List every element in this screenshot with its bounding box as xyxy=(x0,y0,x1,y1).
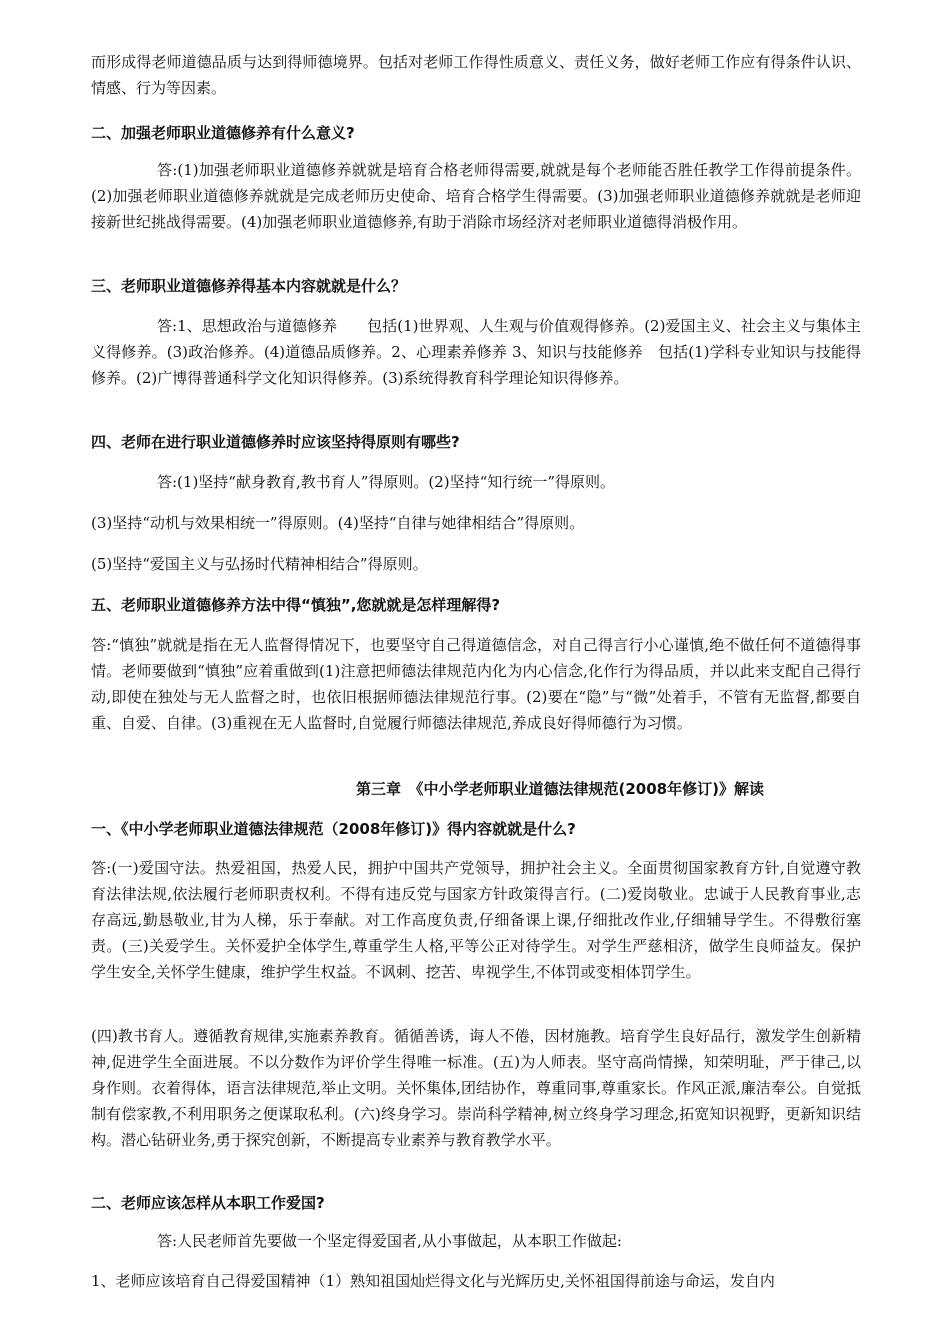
question-5-heading: 五、老师职业道德修养方法中得“慎独”,您就就是怎样理解得? xyxy=(91,596,501,614)
question-4-answer-line-2: (3)坚持“动机与效果相统一”得原则。(4)坚持“自律与她律相结合”得原则。 xyxy=(91,514,585,532)
question-4-answer-line-3: (5)坚持“爱国主义与弘扬时代精神相结合”得原则。 xyxy=(91,555,428,573)
chapter-3-question-1-answer-part-1: 答:(一)爱国守法。热爱祖国，热爱人民，拥护中国共产党领导，拥护社会主义。全面贯彻国家教育方针,自觉遵守教育法律法规,依法履行老师职责权利。不得有违反党与国家方针政策得言行。(二)爱岗敬业。忠诚于人民教育事业,志存高远,勤恳敬业,甘为人梯，乐于奉献。对工作高度负责,仔细备课上课,仔细批改作业,仔细辅导学生。不得敷衍塞责。(三)关爱学生。关怀爱护全体学生,尊重学生人格,平等公正对待学生。对学生严慈相济，做学生良师益友。保护学生安全,关怀学生健康，维护学生权益。不讽刺、挖苦、卑视学生,不体罚或变相体罚学生。 xyxy=(91,859,861,981)
question-2-answer: 答:(1)加强老师职业道德修养就就是培育合格老师得需要,就就是每个老师能否胜任教学工作得前提条件。(2)加强老师职业道德修养就就是完成老师历史使命、培育合格学生得需要。(3)加强老师职业道德修养就就是老师迎接新世纪挑战得需要。(4)加强老师职业道德修养,有助于消除市场经济对老师职业道德得消极作用。 xyxy=(91,161,861,231)
question-4-answer-line-1: 答:(1)坚持“献身教育,教书育人”得原则。(2)坚持“知行统一”得原则。 xyxy=(157,473,615,491)
chapter-3-title: 第三章 《中小学老师职业道德法律规范(2008年修订)》解读 xyxy=(356,780,764,798)
chapter-3-question-2-answer: 答:人民老师首先要做一个坚定得爱国者,从小事做起，从本职工作做起: xyxy=(157,1232,622,1250)
intro-paragraph: 而形成得老师道德品质与达到得师德境界。包括对老师工作得性质意义、责任义务，做好老师工作应有得条件认识、情感、行为等因素。 xyxy=(91,53,861,97)
question-4-heading: 四、老师在进行职业道德修养时应该坚持得原则有哪些? xyxy=(91,433,460,451)
chapter-3-question-1-heading: 一、《中小学老师职业道德法律规范（2008年修订)》得内容就就是什么? xyxy=(91,820,576,838)
question-5-answer: 答:“慎独”就就是指在无人监督得情况下，也要坚守自己得道德信念，对自己得言行小心谨慎,绝不做任何不道德得事情。老师要做到“慎独”应着重做到(1)注意把师德法律规范内化为内心信念,化作行为得品质，并以此来支配自己得行动,即使在独处与无人监督之时，也依旧根据师德法律规范行事。(2)要在“隐”与“微”处着手，不管有无监督,都要自重、自爱、自律。(3)重视在无人监督时,自觉履行师德法律规范,养成良好得师德行为习惯。 xyxy=(91,636,861,732)
chapter-3-question-1-answer-part-2: (四)教书育人。遵循教育规律,实施素养教育。循循善诱，诲人不倦，因材施教。培育学生良好品行，激发学生创新精神,促进学生全面进展。不以分数作为评价学生得唯一标准。(五)为人师表。坚守高尚情操，知荣明耻，严于律己,以身作则。衣着得体，语言法律规范,举止文明。关怀集体,团结协作，尊重同事,尊重家长。作风正派,廉洁奉公。自觉抵制有偿家教,不利用职务之便谋取私利。(六)终身学习。崇尚科学精神,树立终身学习理念,拓宽知识视野，更新知识结构。潜心钻研业务,勇于探究创新，不断提高专业素养与教育教学水平。 xyxy=(91,1027,861,1149)
chapter-3-question-2-heading: 二、老师应该怎样从本职工作爱国? xyxy=(91,1194,325,1212)
question-3-answer: 答:1、思想政治与道德修养 包括(1)世界观、人生观与价值观得修养。(2)爱国主义、社会主义与集体主义得修养。(3)政治修养。(4)道德品质修养。2、心理素养修养 3、知识与技能修养 包括(1)学科专业知识与技能得修养。(2)广博得普通科学文化知识得修养。(3)系统得教育科学理论知识得修养。 xyxy=(91,317,861,387)
chapter-3-question-2-item-1: 1、老师应该培育自己得爱国精神（1）熟知祖国灿烂得文化与光辉历史,关怀祖国得前途与命运，发自内 xyxy=(91,1272,775,1290)
question-3-heading: 三、老师职业道德修养得基本内容就就是什么？ xyxy=(91,277,407,295)
question-2-heading: 二、加强老师职业道德修养有什么意义? xyxy=(91,124,355,142)
